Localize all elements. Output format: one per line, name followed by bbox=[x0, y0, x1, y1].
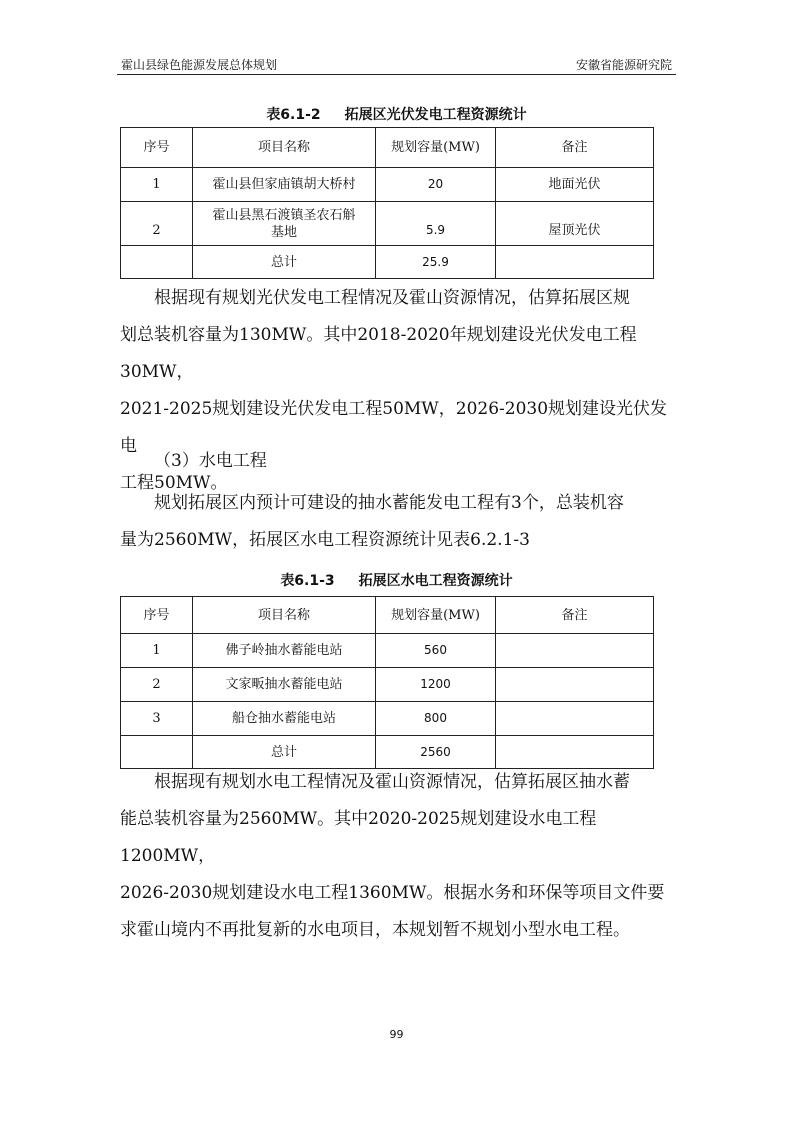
row-name: 佛子岭抽水蓄能电站 bbox=[193, 634, 376, 668]
row-name bbox=[193, 202, 376, 246]
table2-header-row bbox=[121, 597, 654, 634]
header-document-title: 霍山县绿色能源发展总体规划 bbox=[121, 58, 278, 72]
table-row bbox=[121, 634, 654, 668]
paragraph-line: 根据现有规划水电工程情况及霍山资源情况，估算拓展区抽水蓄 bbox=[154, 772, 630, 792]
total-value: 25.9 bbox=[376, 246, 496, 279]
row-capacity: 800 bbox=[376, 702, 496, 736]
table1-header-capacity: 规划容量(MW) bbox=[376, 128, 496, 168]
table-row bbox=[121, 168, 654, 202]
page-number: 99 bbox=[389, 1028, 404, 1041]
table1-caption-number: 表6.1-2 bbox=[266, 107, 321, 123]
paragraph-line: 求霍山境内不再批复新的水电项目，本规划暂不规划小型水电工程。 bbox=[120, 920, 630, 940]
row-note: 屋顶光伏 bbox=[496, 202, 654, 246]
paragraph-hydro-summary bbox=[120, 764, 680, 949]
page-header bbox=[117, 54, 676, 75]
row-no: 1 bbox=[121, 634, 193, 668]
row-no: 1 bbox=[121, 168, 193, 202]
table-row bbox=[121, 668, 654, 702]
row-name-line2: 基地 bbox=[270, 224, 297, 240]
paragraph-line: 工程50MW。 bbox=[120, 473, 228, 493]
row-name: 霍山县但家庙镇胡大桥村 bbox=[193, 168, 376, 202]
row-note: 地面光伏 bbox=[496, 168, 654, 202]
table-row bbox=[121, 202, 654, 246]
table2-header-no: 序号 bbox=[121, 597, 193, 634]
table1-caption bbox=[0, 104, 793, 124]
row-name: 船仓抽水蓄能电站 bbox=[193, 702, 376, 736]
total-value: 2560 bbox=[376, 736, 496, 769]
section-heading-hydro bbox=[120, 443, 680, 480]
table2 bbox=[120, 596, 654, 769]
row-name: 文家畈抽水蓄能电站 bbox=[193, 668, 376, 702]
row-no: 2 bbox=[121, 202, 193, 246]
paragraph-line: 2026-2030规划建设水电工程1360MW。根据水务和环保等项目文件要 bbox=[120, 883, 665, 903]
table2-header-name: 项目名称 bbox=[193, 597, 376, 634]
paragraph-line: 划总装机容量为130MW。其中2018-2020年规划建设光伏发电工程30MW， bbox=[120, 325, 637, 382]
table1-header-row bbox=[121, 128, 654, 168]
table2-header-note: 备注 bbox=[496, 597, 654, 634]
paragraph-line: 根据现有规划光伏发电工程情况及霍山资源情况，估算拓展区规 bbox=[154, 288, 630, 308]
row-capacity: 560 bbox=[376, 634, 496, 668]
table1-header-name: 项目名称 bbox=[193, 128, 376, 168]
section-heading-text: （3）水电工程 bbox=[154, 451, 267, 471]
row-note bbox=[496, 668, 654, 702]
table2-caption-number: 表6.1-3 bbox=[280, 573, 335, 589]
row-capacity: 5.9 bbox=[376, 202, 496, 246]
table1-header-note: 备注 bbox=[496, 128, 654, 168]
table2-header-capacity: 规划容量(MW) bbox=[376, 597, 496, 634]
paragraph-line: 规划拓展区内预计可建设的抽水蓄能发电工程有3个，总装机容 bbox=[154, 493, 624, 513]
row-no: 3 bbox=[121, 702, 193, 736]
row-note bbox=[496, 702, 654, 736]
total-label: 总计 bbox=[193, 246, 376, 279]
row-name-line1: 霍山县黑石渡镇圣农石斛 bbox=[212, 207, 356, 223]
table2-caption bbox=[0, 570, 793, 590]
table1-header-no: 序号 bbox=[121, 128, 193, 168]
total-empty-note bbox=[496, 246, 654, 279]
row-no: 2 bbox=[121, 668, 193, 702]
row-note bbox=[496, 634, 654, 668]
total-label: 总计 bbox=[193, 736, 376, 769]
paragraph-line: 能总装机容量为2560MW。其中2020-2025规划建设水电工程1200MW， bbox=[120, 809, 597, 866]
table1-caption-title: 拓展区光伏发电工程资源统计 bbox=[344, 107, 527, 123]
row-capacity: 1200 bbox=[376, 668, 496, 702]
paragraph-hydro-intro bbox=[120, 485, 680, 559]
paragraph-line: 量为2560MW，拓展区水电工程资源统计见表6.2.1-3 bbox=[120, 530, 530, 550]
total-empty-cell bbox=[121, 246, 193, 279]
table1 bbox=[120, 127, 654, 279]
paragraph-line: 2021-2025规划建设光伏发电工程50MW，2026-2030规划建设光伏发电 bbox=[120, 399, 668, 456]
header-organization: 安徽省能源研究院 bbox=[575, 58, 672, 72]
table1-total-row bbox=[121, 246, 654, 279]
table-row bbox=[121, 702, 654, 736]
row-capacity: 20 bbox=[376, 168, 496, 202]
table2-caption-title: 拓展区水电工程资源统计 bbox=[358, 573, 513, 589]
